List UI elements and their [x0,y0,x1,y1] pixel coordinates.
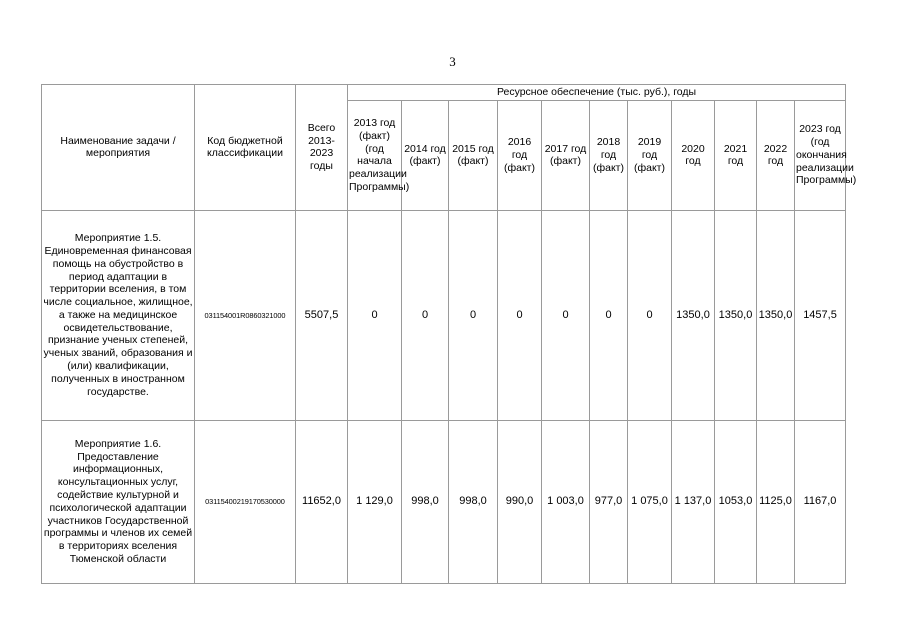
value-2014: 998,0 [402,420,449,583]
header-year-2021: 2021 год [715,100,757,210]
value-2018: 0 [590,210,628,420]
header-year-2014: 2014 год (факт) [402,100,449,210]
page-number: 3 [449,54,456,69]
header-row-top [42,85,846,101]
budget-table [41,84,857,584]
value-2020: 1 137,0 [672,420,715,583]
header-year-2017: 2017 год (факт) [542,100,590,210]
value-2021: 1053,0 [715,420,757,583]
header-year-2018: 2018 год (факт) [590,100,628,210]
header-total: Всего 2013-2023 годы [296,85,348,211]
header-year-2022: 2022 год [757,100,795,210]
budget-code: 03115400219170530000 [195,420,296,583]
value-2015: 998,0 [449,420,498,583]
header-task: Наименование задачи / мероприятия [42,85,195,211]
budget-code: 031154001R0860321000 [195,210,296,420]
value-2013: 1 129,0 [348,420,402,583]
value-2023: 1167,0 [795,420,846,583]
value-2016: 990,0 [498,420,542,583]
value-2017: 0 [542,210,590,420]
header-year-2020: 2020 год [672,100,715,210]
table-row [42,420,846,583]
value-2013: 0 [348,210,402,420]
value-2016: 0 [498,210,542,420]
task-name: Мероприятие 1.5. Единовременная финансовая помощь на обустройство в период адаптации в территории вселения, в том числе социальное, жилищное, а также на медицинское освидетельствование, признание ученых степеней, ученых званий, образования и (или) квалификации, полученных в иностранном государстве. [42,210,195,420]
value-2020: 1350,0 [672,210,715,420]
header-year-2023: 2023 год (год окончания реализации Программы) [795,100,846,210]
value-2019: 1 075,0 [628,420,672,583]
total-value: 5507,5 [296,210,348,420]
header-resource-group: Ресурсное обеспечение (тыс. руб.), годы [348,85,846,101]
header-year-2015: 2015 год (факт) [449,100,498,210]
value-2015: 0 [449,210,498,420]
value-2014: 0 [402,210,449,420]
value-2021: 1350,0 [715,210,757,420]
total-value: 11652,0 [296,420,348,583]
header-code: Код бюджетной классификации [195,85,296,211]
header-year-2013: 2013 год (факт) (год начала реализации Программы) [348,100,402,210]
value-2022: 1350,0 [757,210,795,420]
header-year-2019: 2019 год (факт) [628,100,672,210]
value-2022: 1125,0 [757,420,795,583]
task-name: Мероприятие 1.6. Предоставление информационных, консультационных услуг, содействие культурной и психологической адаптации участников Государственной программы и членов их семей в территориях вселения Тюменской области [42,420,195,583]
value-2023: 1457,5 [795,210,846,420]
header-year-2016: 2016 год (факт) [498,100,542,210]
value-2019: 0 [628,210,672,420]
value-2018: 977,0 [590,420,628,583]
value-2017: 1 003,0 [542,420,590,583]
table-row [42,210,846,420]
